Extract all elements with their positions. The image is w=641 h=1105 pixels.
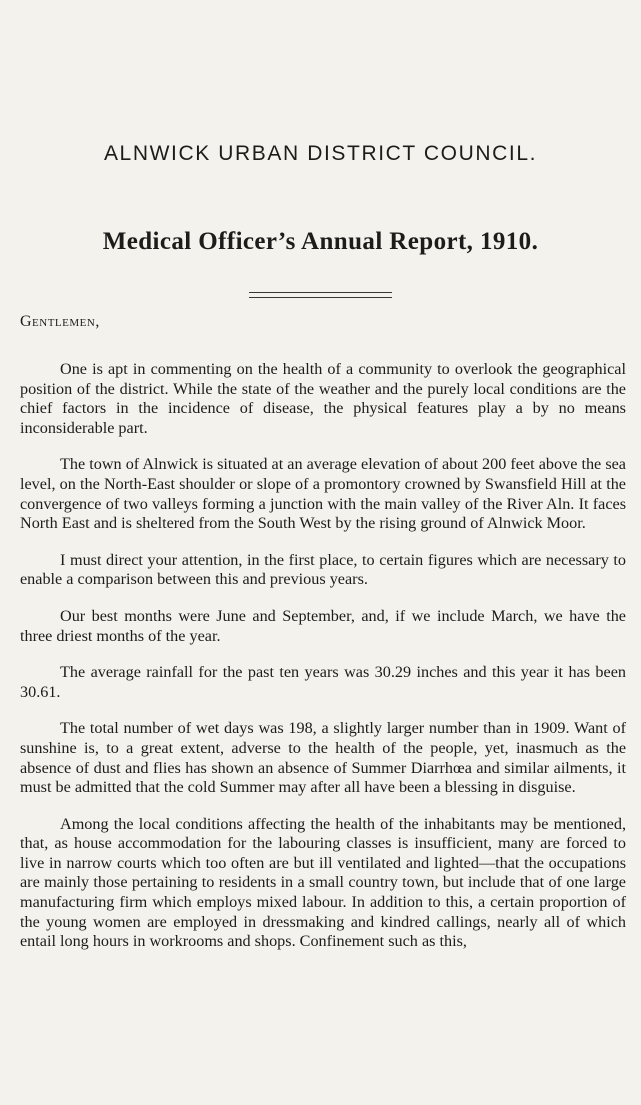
paragraph-figures: I must direct your attention, in the first place, to certain figures which are necessary to enable a comparison between this and previous years. — [20, 550, 626, 589]
paragraph-geography: One is apt in commenting on the health of a community to overlook the geographical position of the district. While the state of the weather and the purely local conditions are the chief factors in the incidence of disease, the physical features play a by no means inconsiderable part. — [20, 360, 626, 437]
paragraph-rainfall: The average rainfall for the past ten years was 30.29 inches and this year it has been 30.61. — [20, 663, 626, 701]
paragraph-situation: The town of Alnwick is situated at an average elevation of about 200 feet above the sea level, on the North-East shoulder or slope of a promontory crowned by Swansfield Hill at the convergence of two valleys forming a junction with the main valley of the River Aln. It faces North East and is sheltered from the South West by the rising ground of Alnwick Moor. — [20, 455, 626, 533]
paragraph-local-conditions: Among the local conditions affecting the health of the inhabitants may be mentioned, that, as house accommodation for the labouring classes is insufficient, many are forced to live in narrow courts which too often are but ill ventilated and lighted—that the occupations are mainly those pertaining to residents in a small country town, but include that of one large manufacturing firm which employs mixed labour. In addition to this, a certain proportion of the young women are employed in dressmaking and kindred callings, nearly all of which entail long hours in workrooms and shops. Confinement such as this, — [20, 814, 626, 951]
council-heading: ALNWICK URBAN DISTRICT COUNCIL. — [103, 142, 538, 165]
double-rule-divider — [249, 292, 392, 298]
paragraph-wet-days: The total number of wet days was 198, a slightly larger number than in 1909. Want of sunshine is, to a great extent, adverse to the health of the people, yet, inasmuch as the absence of dust and flies has shown an absence of Summer Diarrhœa and similar ailments, it must be admitted that the cold Summer may after all have been a blessing in disguise. — [20, 719, 626, 797]
body-text — [20, 360, 626, 969]
salutation: Gentlemen, — [20, 313, 100, 330]
paragraph-best-months: Our best months were June and September, and, if we include March, we have the three driest months of the year. — [20, 606, 626, 645]
report-title: Medical Officer’s Annual Report, 1910. — [102, 228, 539, 255]
